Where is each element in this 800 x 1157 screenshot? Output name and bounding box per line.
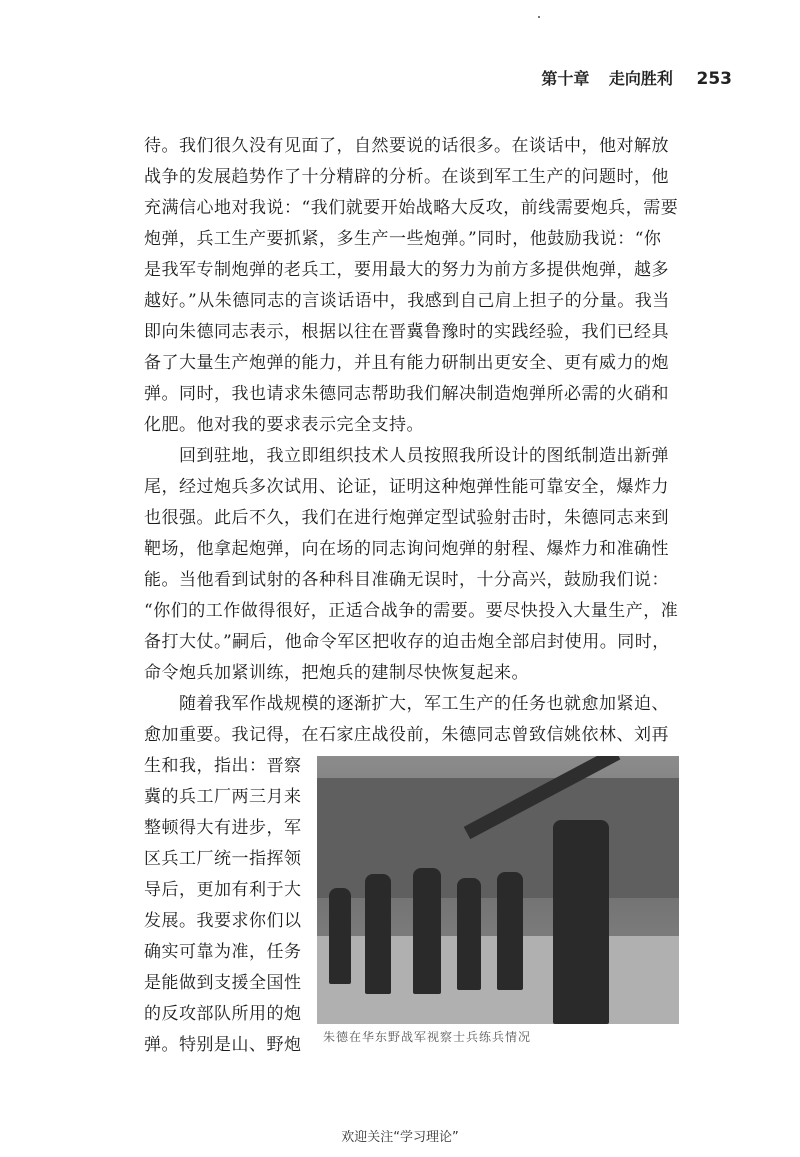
text-line: “你们的工作做得很好，正适合战争的需要。要尽快投入大量生产，准 [144, 601, 679, 621]
text-line: 随着我军作战规模的逐渐扩大，军工生产的任务也就愈加紧迫、 [144, 694, 669, 714]
chapter-label: 第十章 [541, 69, 590, 88]
page-number: 253 [696, 69, 732, 89]
text-line: 弹。同时，我也请求朱德同志帮助我们解决制造炮弹所必需的火硝和 [144, 384, 669, 404]
text-line: 是我军专制炮弹的老兵工，要用最大的努力为前方多提供炮弹，越多 [144, 260, 669, 280]
photo-figure [553, 820, 609, 1024]
scan-speck [538, 16, 540, 18]
text-line: 生和我，指出：晋察 [144, 756, 302, 776]
text-line: 命令炮兵加紧训练，把炮兵的建制尽快恢复起来。 [144, 663, 529, 683]
photo-figure [457, 878, 481, 990]
text-line: 的反攻部队所用的炮 [144, 1004, 302, 1024]
text-line: 待。我们很久没有见面了，自然要说的话很多。在谈话中，他对解放 [144, 136, 669, 156]
text-line: 化肥。他对我的要求表示完全支持。 [144, 415, 424, 435]
photo-caption: 朱德在华东野战军视察士兵练兵情况 [323, 1030, 532, 1044]
photo-figure [365, 874, 391, 994]
photo-figure [329, 888, 351, 984]
footer-text: 欢迎关注“学习理论” [341, 1130, 459, 1145]
text-line: 是能做到支援全国性 [144, 973, 302, 993]
text-line: 也很强。此后不久，我们在进行炮弹定型试验射击时，朱德同志来到 [144, 508, 669, 528]
chapter-title: 走向胜利 [608, 69, 673, 88]
text-line: 充满信心地对我说：“我们就要开始战略大反攻，前线需要炮兵，需要 [144, 198, 679, 218]
text-line: 靶场，他拿起炮弹，向在场的同志询问炮弹的射程、爆炸力和准确性 [144, 539, 669, 559]
photo-figure [413, 868, 441, 994]
text-line: 导后，更加有利于大 [144, 880, 302, 900]
text-line: 即向朱德同志表示，根据以往在晋冀鲁豫时的实践经验，我们已经具 [144, 322, 669, 342]
text-line: 愈加重要。我记得，在石家庄战役前，朱德同志曾致信姚依林、刘再 [144, 725, 669, 745]
text-line: 备了大量生产炮弹的能力，并且有能力研制出更安全、更有威力的炮 [144, 353, 669, 373]
text-line: 战争的发展趋势作了十分精辟的分析。在谈到军工生产的问题时，他 [144, 167, 669, 187]
text-line: 备打大仗。”嗣后，他命令军区把收存的迫击炮全部启封使用。同时， [144, 632, 670, 652]
text-line: 尾，经过炮兵多次试用、论证，证明这种炮弹性能可靠安全，爆炸力 [144, 477, 669, 497]
text-line: 能。当他看到试射的各种科目准确无误时，十分高兴，鼓励我们说： [144, 570, 669, 590]
text-line: 回到驻地，我立即组织技术人员按照我所设计的图纸制造出新弹 [144, 446, 669, 466]
text-line: 确实可靠为准，任务 [144, 942, 302, 962]
historical-photo [317, 756, 679, 1024]
text-line: 区兵工厂统一指挥领 [144, 849, 302, 869]
text-line: 弹。特别是山、野炮 [144, 1035, 302, 1055]
text-line: 冀的兵工厂两三月来 [144, 787, 302, 807]
photo-figure [497, 872, 523, 990]
text-line: 炮弹，兵工生产要抓紧，多生产一些炮弹。”同时，他鼓励我说：“你 [144, 229, 662, 249]
text-line: 发展。我要求你们以 [144, 911, 302, 931]
running-head [541, 66, 732, 89]
text-line: 整顿得大有进步，军 [144, 818, 302, 838]
text-line: 越好。”从朱德同志的言谈话语中，我感到自己肩上担子的分量。我当 [144, 291, 670, 311]
